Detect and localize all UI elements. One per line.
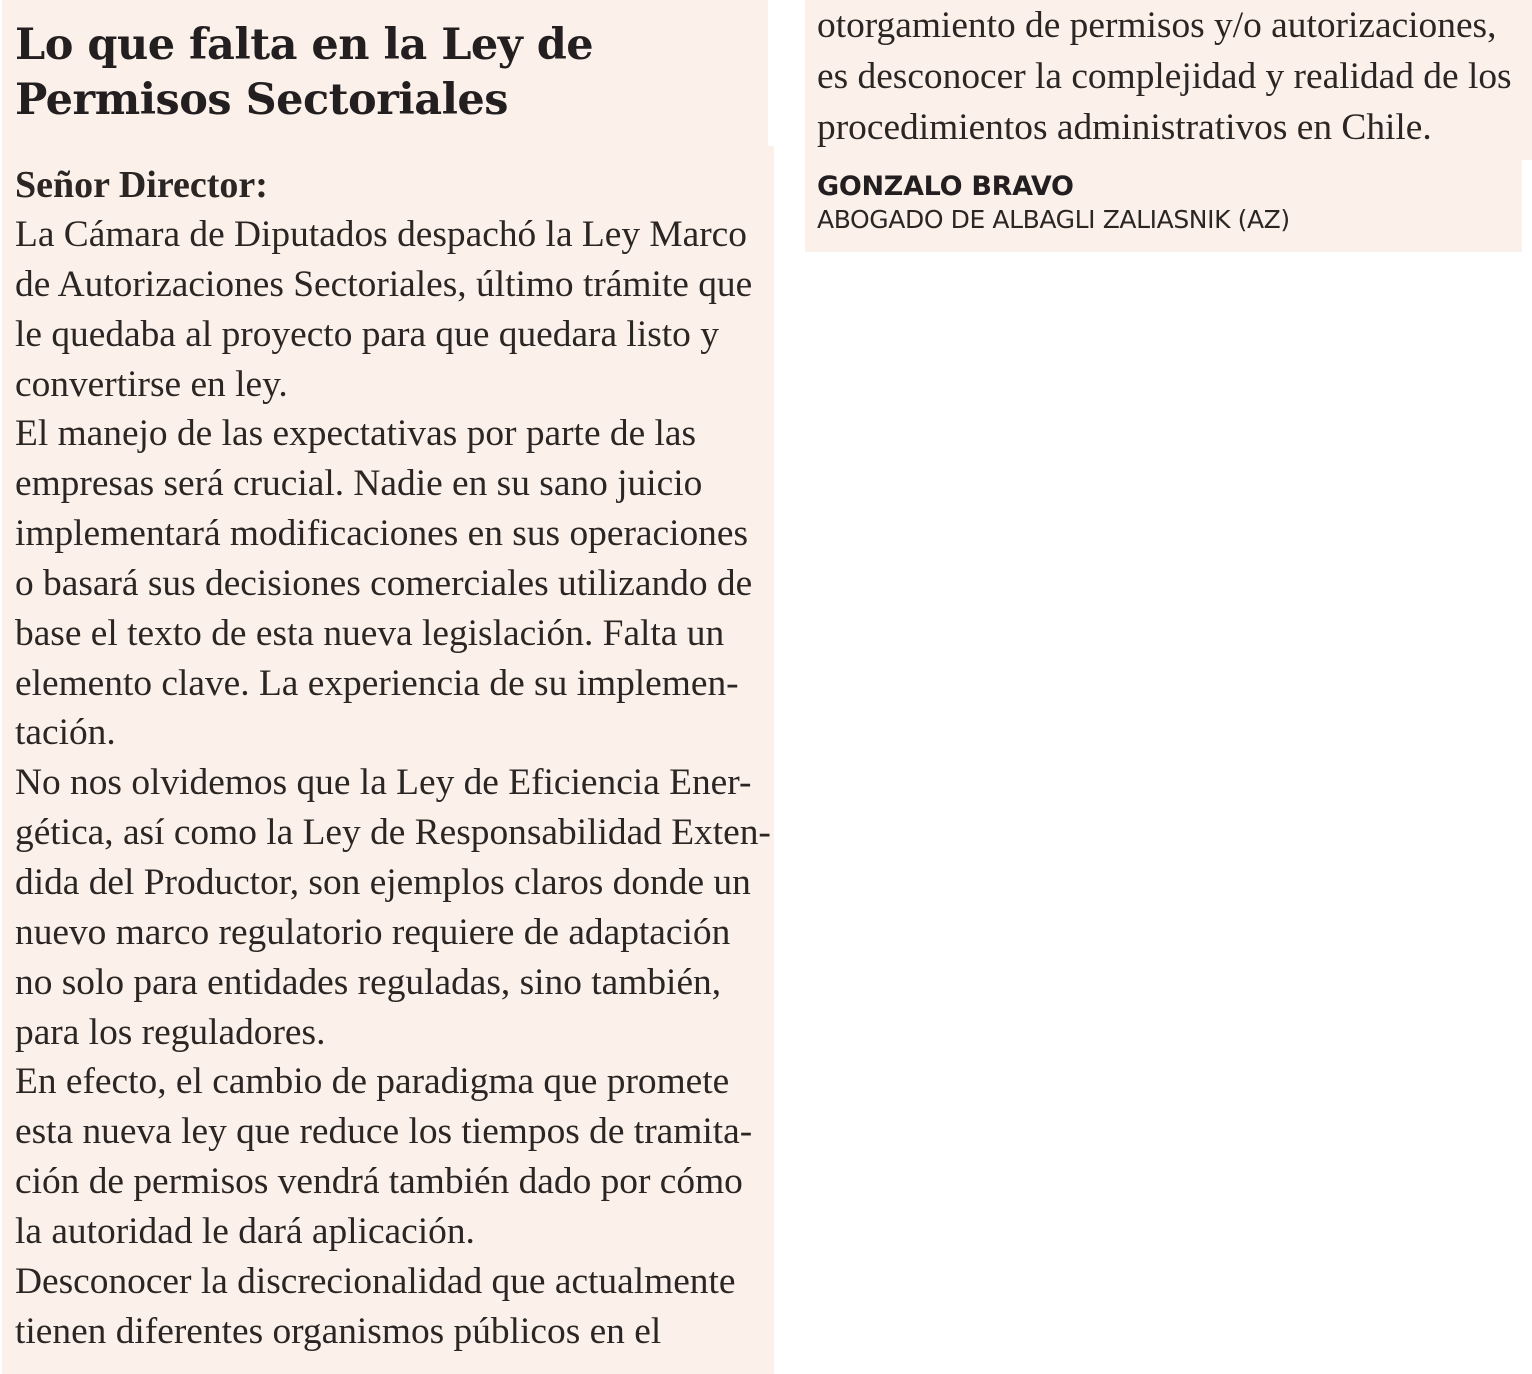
body-line: Desconocer la discrecionalidad que actualmente [15,1260,736,1302]
body-line: o basará sus decisiones comerciales utilizando de [15,562,753,604]
body-line: dida del Productor, son ejemplos claros donde un [15,861,751,903]
body-line: para los reguladores. [15,1011,326,1053]
continuation-line: es desconocer la complejidad y realidad de los [817,56,1512,97]
headline-line-1: Lo que falta en la Ley de [15,20,594,70]
letter-body [15,210,771,1356]
body-line: base el texto de esta nueva legislación. Falta un [15,612,725,654]
salutation: Señor Director: [15,164,268,206]
headline [15,18,593,128]
body-line: elemento clave. La experiencia de su implemen- [15,662,739,704]
signature-name: GONZALO BRAVO [817,171,1074,202]
headline-line-2: Permisos Sectoriales [15,75,508,125]
continuation-line: procedimientos administrativos en Chile. [817,107,1432,148]
letter-continuation [817,0,1527,153]
body-line: tienen diferentes organismos públicos en el [15,1310,662,1352]
body-line: nuevo marco regulatorio requiere de adaptación [15,911,731,953]
body-line: no solo para entidades reguladas, sino también, [15,961,722,1003]
body-line: empresas será crucial. Nadie en su sano juicio [15,463,703,505]
body-line: No nos olvidemos que la Ley de Eficiencia Ener- [15,762,752,804]
body-line: En efecto, el cambio de paradigma que promete [15,1061,730,1103]
body-line: tación. [15,712,116,754]
body-line: gética, así como la Ley de Responsabilidad Exten- [15,812,771,854]
body-line: La Cámara de Diputados despachó la Ley Marco [15,214,747,255]
body-line: convertirse en ley. [15,363,288,405]
body-line: esta nueva ley que reduce los tiempos de tramita- [15,1111,753,1153]
signature-title: ABOGADO DE ALBAGLI ZALIASNIK (AZ) [817,205,1290,234]
continuation-line: otorgamiento de permisos y/o autorizaciones, [817,5,1497,46]
body-line: de Autorizaciones Sectoriales, último trámite que [15,263,753,305]
body-line: la autoridad le dará aplicación. [15,1210,475,1252]
body-line: El manejo de las expectativas por parte de las [15,413,697,455]
body-line: implementará modificaciones en sus operaciones [15,513,749,555]
body-line: ción de permisos vendrá también dado por cómo [15,1161,743,1203]
body-line: le quedaba al proyecto para que quedara listo y [15,313,719,355]
